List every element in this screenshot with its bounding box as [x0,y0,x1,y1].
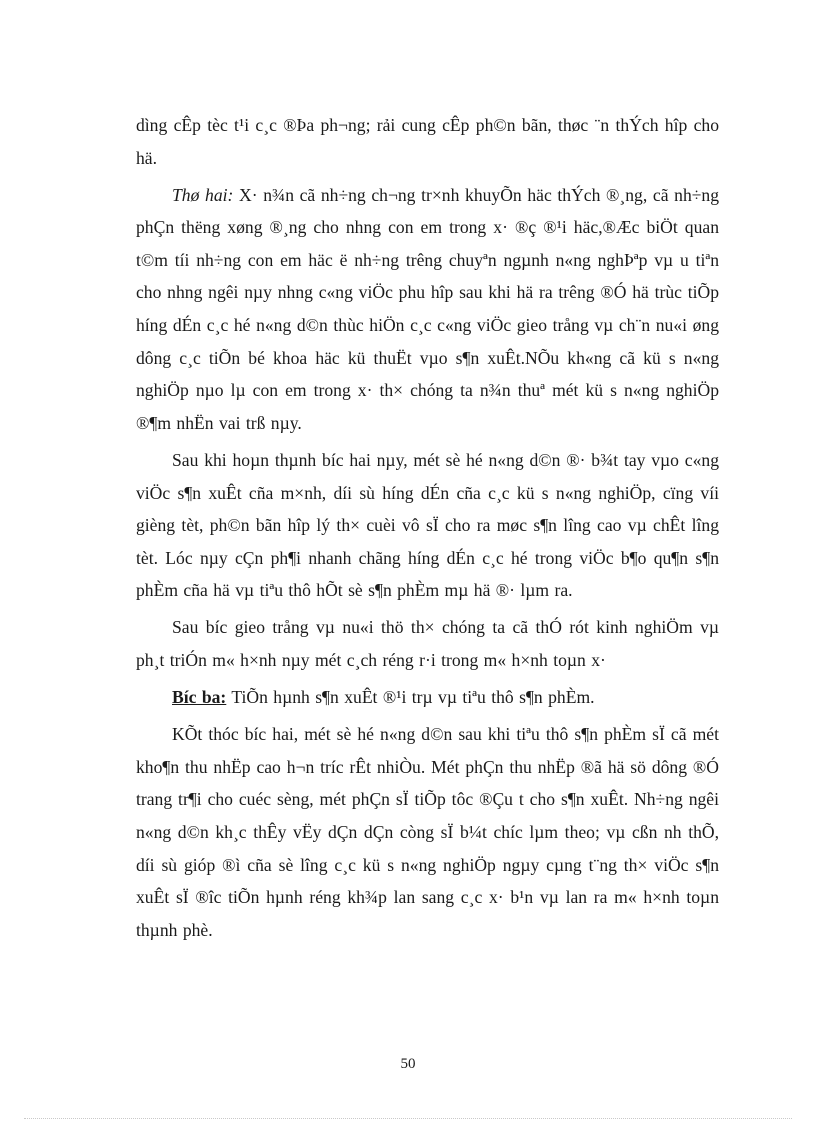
paragraph-6 [136,718,719,946]
paragraph-1 [136,109,719,174]
paragraph-6-text: KÕt thóc bíc hai, mét sè hé n«ng d©n sau khi tiªu thô s¶n phÈm sÏ cã mét kho¶n thu nhËp cao h¬n tríc rÊt nhiÒu. Mét phÇn thu nhËp ®ã hä sö dông ®Ó trang tr¶i cho cuéc sèng, mét phÇn sÏ tiÕp tôc ®Çu t cho s¶n xuÊt. Nh÷ng ngêi n«ng d©n kh¸c thÊy vËy dÇn dÇn còng sÏ b¼t chíc lµm theo; vµ cßn nh thÕ, díi sù gióp ®ì cña sè lîng c¸c kü s n«ng nghiÖp ngµy cµng t¨ng th× viÖc s¶n xuÊt sÏ ®îc tiÕn hµnh réng kh¾p lan sang c¸c x· b¹n vµ lan ra m« h×nh toµn thµnh phè. [136,724,719,940]
page-number: 50 [400,1056,416,1072]
paragraph-3 [136,444,719,607]
paragraph-2-lead: Thø hai: [172,184,234,205]
paragraph-5 [136,681,719,714]
body-text [136,109,719,946]
paragraph-4 [136,611,719,676]
page-bottom-divider [24,1118,792,1119]
paragraph-2 [136,179,719,440]
paragraph-1-text: dìng cÊp tèc t¹i c¸c ®Þa ph¬ng; rải cung cÊp ph©n bãn, thøc ¨n thÝch hîp cho hä. [136,115,719,168]
paragraph-5-text: TiÕn hµnh s¶n xuÊt ®¹i trµ vµ tiªu thô s¶n phÈm. [226,687,595,708]
step-three-label: Bíc ba: [172,687,227,708]
paragraph-4-text: Sau bíc gieo trång vµ nu«i thö th× chóng ta cã thÓ rót kinh nghiÖm vµ ph¸t triÓn m« h×nh nµy mét c¸ch réng r·i trong m« h×nh toµn x· [136,617,719,670]
paragraph-2-text: X· n¾n cã nh÷ng ch¬ng tr×nh khuyÕn häc thÝch ®¸ng, cã nh÷ng phÇn thëng xøng ®¸ng cho nhng con em trong x· ®ç ®¹i häc,®Æc biÖt quan t©m tíi nh÷ng con em häc ë nh÷ng trêng chuyªn ngµnh n«ng nghÞªp vµ u tiªn cho nhng ngêi nµy nhng c«ng viÖc phu hîp sau khi hä ra trêng ®Ó hä trùc tiÕp híng dÉn c¸c hé n«ng d©n thùc hiÖn c¸c c«ng viÖc gieo trång vµ ch¨n nu«i øng dông c¸c tiÕn bé khoa häc kü thuËt vµo s¶n xuÊt.NÕu kh«ng cã kü s n«ng nghiÖp nµo lµ con em trong x· th× chóng ta n¾n thuª mét kü s n«ng nghiÖp ®¶m nhËn vai trß nµy. [136,184,719,433]
paragraph-3-text: Sau khi hoµn thµnh bíc hai nµy, mét sè hé n«ng d©n ®· b¾t tay vµo c«ng viÖc s¶n xuÊt cña m×nh, díi sù híng dÉn cña c¸c kü s n«ng nghiÖp, cïng víi gièng tèt, ph©n bãn hîp lý th× cuèi vô sÏ cho ra møc s¶n lîng cao vµ chÊt lîng tèt. Lóc nµy cÇn ph¶i nhanh chãng híng dÉn c¸c hé trong viÖc b¶o qu¶n s¶n phÈm cña hä vµ tiªu thô hÕt sè s¶n phÈm mµ hä ®· lµm ra. [136,449,719,601]
